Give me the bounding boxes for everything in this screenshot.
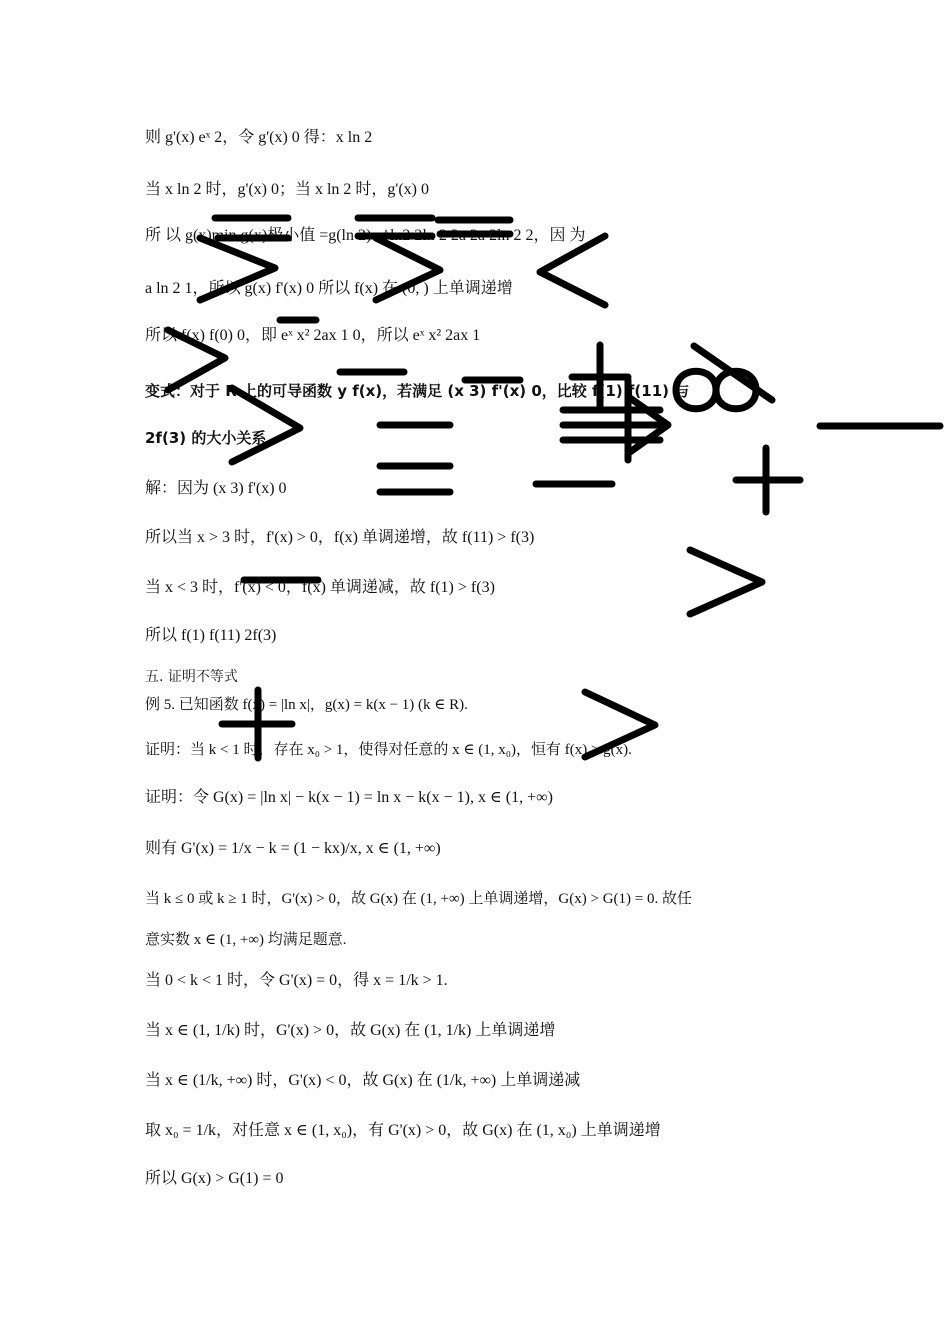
text-line: 取 x₀ = 1/k，对任意 x ∈ (1, x₀)，有 G'(x) > 0，故 G(x) 在 (1, x₀) 上单调递增 [145,1122,661,1139]
text-line: 当 x ∈ (1, 1/k) 时，G'(x) > 0，故 G(x) 在 (1, 1/k) 上单调递增 [145,1022,556,1039]
text-line: 所以 f(1) f(11) 2f(3) [145,627,277,644]
section-heading: 五. 证明不等式 [145,669,238,685]
text-line: 当 x < 3 时，f'(x) < 0，f(x) 单调递减，故 f(1) > f(3) [145,579,495,596]
text-line: a ln 2 1，所以 g(x) f'(x) 0 所以 f(x) 在 (0, ) 上单调递增 [145,280,513,297]
text-line: 所 以 g(x)min g(x)极小值 =g(ln 2) e^ln2 2ln 2 2a 2a 2ln 2 2，因 为 [145,227,586,244]
text-line: 则 g'(x) eˣ 2，令 g'(x) 0 得：x ln 2 [145,129,373,146]
text-line: 2f(3) 的大小关系. [145,429,273,447]
text-line: 证明：当 k < 1 时，存在 x₀ > 1，使得对任意的 x ∈ (1, x₀)，恒有 f(x) > g(x). [145,742,632,758]
text-line: 意实数 x ∈ (1, +∞) 均满足题意. [145,932,347,948]
text-line: 则有 G'(x) = 1/x − k = (1 − kx)/x, x ∈ (1, +∞) [145,840,441,857]
text-line: 当 0 < k < 1 时，令 G'(x) = 0，得 x = 1/k > 1. [145,972,448,989]
text-line: 例 5. 已知函数 f(x) = |ln x|，g(x) = k(x − 1) (k ∈ R). [145,697,468,713]
text-line: 解：因为 (x 3) f'(x) 0 [145,480,287,497]
text-line: 当 k ≤ 0 或 k ≥ 1 时，G'(x) > 0，故 G(x) 在 (1, +∞) 上单调递增，G(x) > G(1) = 0. 故任 [145,891,692,907]
text-line: 变式：对于 R 上的可导函数 y f(x)，若满足 (x 3) f'(x) 0，比较 f(1) f(11) 与 [145,382,690,400]
text-line: 所以 f(x) f(0) 0，即 eˣ x² 2ax 1 0，所以 eˣ x² 2ax 1 [145,327,481,344]
text-line: 当 x ln 2 时，g'(x) 0；当 x ln 2 时，g'(x) 0 [145,181,429,198]
text-line: 所以当 x > 3 时，f'(x) > 0，f(x) 单调递增，故 f(11) > f(3) [145,529,535,546]
text-line: 所以 G(x) > G(1) = 0 [145,1170,284,1187]
text-line: 当 x ∈ (1/k, +∞) 时，G'(x) < 0，故 G(x) 在 (1/k, +∞) 上单调递减 [145,1072,581,1089]
text-line: 证明：令 G(x) = |ln x| − k(x − 1) = ln x − k(x − 1), x ∈ (1, +∞) [145,789,553,806]
